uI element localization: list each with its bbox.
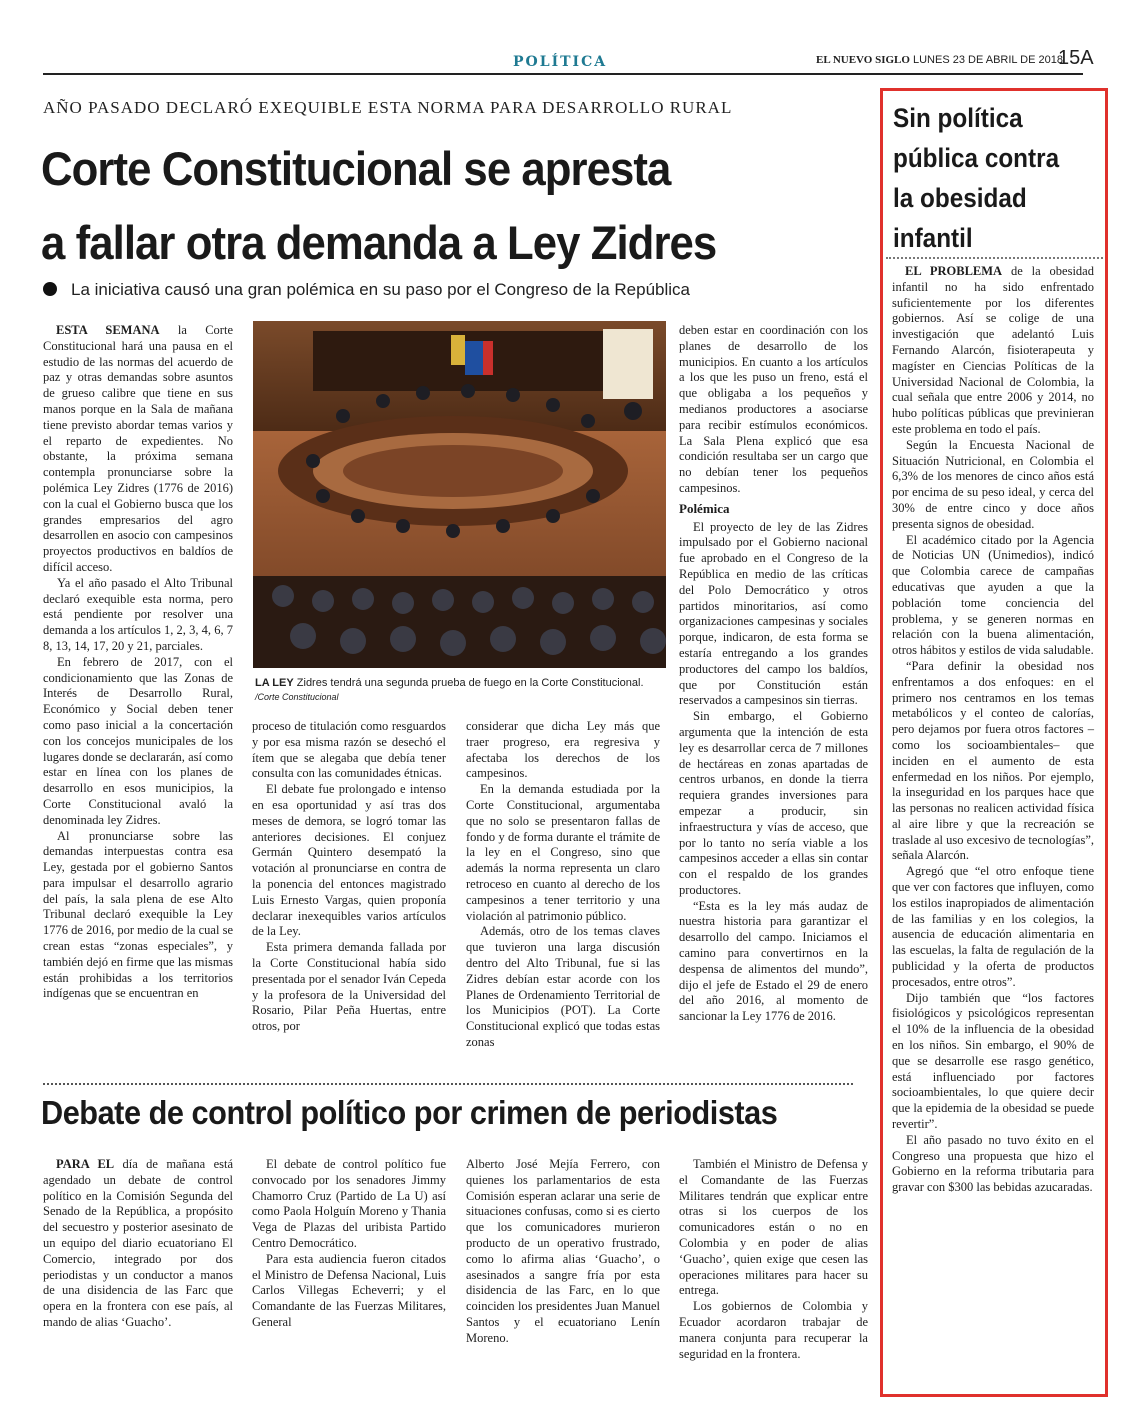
section-subhead: Polémica [679, 500, 730, 516]
newspaper-name: EL NUEVO SIGLO [816, 54, 910, 66]
paragraph: Además, otro de los temas claves que tuvieron una larga discusión dentro del Alto Tribunal, fue si las Zidres debían estar acorde con los Planes de Ordenamiento Territorial de los Municipios (POT). La Corte Constitucional explicó que todas estas zonas [466, 924, 660, 1049]
sidebar-body [892, 264, 1094, 1196]
page-number: 15A [1058, 47, 1094, 69]
sidebar-headline-line: Sin política [893, 103, 1023, 133]
paragraph: deben estar en coordinación con los planes de desarrollo de los municipios. En cuanto a los artículos a los que les puso un freno, está el que obligaba a los pequeños y medianos productores a asociarse para recibir estímulos económicos. La Sala Plena explicó que esa condición resultaba ser un cargo que no debían tener los pequeños campesinos. [679, 323, 868, 495]
article-column-4 [679, 323, 868, 1025]
paragraph: Al pronunciarse sobre las demandas interpuestas contra esa Ley, gestada por el gobierno Santos para impulsar el desarrollo agrario del país, la sala plena de ese Alto Tribunal declaró exequible la Ley 1776 de 2016, por medio de la cual se crean estas “zonas especiales”, y también dejó en firme que las mismas están prohibidas a los territorios indígenas que se encuentran en [43, 828, 233, 1001]
paragraph: “Esta es la ley más audaz de nuestra historia para garantizar el desarrollo del campo. Iniciamos el camino para convertirnos en la despensa de alimentos del mundo”, dijo el jefe de Estado el 29 de enero del año 2016, al momento de sancionar la Ley 1776 de 2016. [679, 898, 868, 1024]
paragraph: Alberto José Mejía Ferrero, con quienes los parlamentarios de esta Comisión esperan aclarar una serie de situaciones confusas, como si es cierto que los comunicadores murieron producto de un operativo frustrado, como lo afirma alias ‘Guacho’, o asesinados a sangre fría por esta disidencia de las Farc, en lo que coinciden los presidentes Juan Manuel Santos y el ecuatoriano Lenín Moreno. [466, 1157, 660, 1345]
article-subheadline [43, 280, 843, 300]
article2-column-4 [679, 1157, 868, 1362]
section-label: POLÍTICA [513, 54, 608, 70]
paragraph-text: la Corte Constitucional hará una pausa en el estudio de las normas del acuerdo de paz y otras demandas sobre asuntos de grueso calibre que tiene en sus manos porque en la Sala de mañana tiene previsto abordar temas varios y el reparto de expedientes. No obstante, la próxima semana contempla pronunciarse sobre la polémica Ley Zidres (1776 de 2016) con la cual el Gobierno busca que los grandes empresarios del agro desarrollen en asocio con campesinos proyectos productivos en baldíos de difícil acceso. [43, 323, 233, 574]
paragraph: El debate fue prolongado e intenso en esa oportunidad y así tras dos meses de demora, se logró tomar las anteriores decisiones. El conjuez Germán Quintero desempató la votación al pronunciarse en contra de la ponencia del entonces magistrado Luis Ernesto Vargas, quien proponía declarar inexequibles varios artículos de la Ley. [252, 782, 446, 939]
photo-credit: /Corte Constitucional [255, 692, 339, 702]
article-kicker: AÑO PASADO DECLARÓ EXEQUIBLE ESTA NORMA PARA DESARROLLO RURAL [43, 98, 733, 117]
paragraph: El académico citado por la Agencia de Noticias UN (Unimedios), indicó que Colombia carece de campañas educativas que ayuden a que la población tome conciencia del problema, y se generen normas en relación con la buena alimentación, otros hábitos y estilos de vida saludable. [892, 532, 1094, 658]
article2-column-2 [252, 1157, 446, 1331]
photo-caption [255, 676, 667, 704]
paragraph: Sin embargo, el Gobierno argumenta que la intención de esta ley es desarrollar cerca de 7 millones de hectáreas en zonas apartadas de centros urbanos, en donde la tierra requiera grandes inversiones para empezar a producir, sin infraestructura y vías de acceso, que por lo tanto no sería viable a los campesinos acceder a ellas sin contar con el respaldo de los grandes productores. [679, 709, 868, 897]
paragraph: Esta primera demanda fallada por la Corte Constitucional había sido presentada por el senador Iván Cepeda y la profesora de la Universidad del Rosario, Pilar Peña Huertas, entre otros, por [252, 940, 446, 1034]
caption-lead: LA LEY [255, 677, 294, 689]
masthead [816, 54, 1063, 66]
subheadline-text: La iniciativa causó una gran polémica en su paso por el Congreso de la República [71, 280, 690, 299]
paragraph: Según la Encuesta Nacional de Situación Nutricional, en Colombia el 6,3% de los menores de cinco años está por encima de su peso ideal, y cerca del 30% de entre cinco y doce años presenta signos de obesidad. [892, 437, 1094, 531]
headline-line-2: a fallar otra demanda a Ley Zidres [41, 216, 717, 269]
sidebar-headline [893, 98, 1073, 258]
sidebar-headline-line: la obesidad [893, 183, 1027, 213]
issue-date: LUNES 23 DE ABRIL DE 2018 [912, 54, 1063, 66]
article2-column-1 [43, 1157, 233, 1331]
headline-line-1: Corte Constitucional se apresta [41, 142, 671, 195]
paragraph: Agregó que “el otro enfoque tiene que ver con factores que influyen, como los estilos inapropiados de alimentación de las familias y en los colegios, la ausencia de educación alimentaria en las escuelas, la falta de regulación de la publicidad y la oferta de productos procesados, entre otros”. [892, 864, 1094, 989]
paragraph: Ya el año pasado el Alto Tribunal declaró exequible esta norma, pero está pendiente por resolver una demanda a los artículos 1, 2, 3, 4, 6, 7 8, 13, 14, 17, 20 y 21, parciales. [43, 575, 233, 653]
paragraph: proceso de titulación como resguardos y por esa misma razón se desechó el ítem que se alegaba que debía tener consulta con las comunidades étnicas. [252, 719, 446, 781]
sidebar-headline-line: pública contra [893, 143, 1060, 173]
paragraph: El debate de control político fue convocado por los senadores Jimmy Chamorro Cruz (Partido de La U) así como Paola Holguín Moreno y Thania Vega de Plazas del uribista Partido Centro Democrático. [252, 1157, 446, 1250]
court-chamber-image [253, 321, 666, 668]
article2-column-3 [466, 1157, 660, 1347]
paragraph: Dijo también que “los factores fisiológicos y psicológicos representan el 10% de la influencia de la obesidad en los niños. Sin embargo, el 90% de que se desarrolle ese rasgo genético, está influenciado por factores socioambientales, lo que quiere decir que la epidemia de la obesidad se puede revertir”. [892, 990, 1094, 1132]
article-column-3 [466, 719, 660, 1051]
paragraph: En la demanda estudiada por la Corte Constitucional, argumentaba que no solo se presentaron fallas de fondo y de forma durante el trámite de la ley en el Congreso, sino que además la norma representa un claro retroceso en cuanto al derecho de los campesinos a tener territorio y una violación al patrimonio público. [466, 782, 660, 923]
sidebar-separator [886, 257, 1103, 259]
paragraph-text: de la obesidad infantil no ha sido enfrentado suficientemente por los diferentes gobiernos. Así se colige de una investigación que adelantó Luis Fernando Alarcón, fisioterapeuta y magíster en Ciencias Políticas de la Universidad Nacional de Colombia, la cual señala que entre 2006 y 2014, no hubo políticas públicas que previnieran este problema en todo el país. [892, 264, 1094, 436]
article-column-1 [43, 323, 233, 1002]
lead-in: EL PROBLEMA [905, 264, 1003, 278]
paragraph: Los gobiernos de Colombia y Ecuador acordaron trabajar de manera conjunta para recuperar la seguridad en la frontera. [679, 1299, 868, 1361]
paragraph: El proyecto de ley de las Zidres impulsado por el Gobierno nacional fue aprobado en el Congreso de la República en medio de las críticas del Polo Democrático y otros partidos minoritarios, así como organizaciones campesinas y sociales porque, indicaron, de esta forma se estaría entregando a los grandes productores del campo los baldíos, que por Constitución están reservados a campesinos sin tierras. [679, 519, 868, 708]
paragraph: En febrero de 2017, con el condicionamiento que las Zonas de Interés de Desarrollo Rural, Económico y Social deben tener como paso inicial a la concertación con los concejos municipales de los lugares donde se declararán, así como estar en línea con los planes de desarrollo en esos municipios, la Corte Constitucional avaló la denominada ley Zidres. [43, 654, 233, 827]
paragraph: También el Ministro de Defensa y el Comandante de las Fuerzas Militares tendrán que explicar entre otras si los cuerpos de los comunicadores están o no en Colombia y en poder de alias ‘Guacho’, quien exige que cesen las operaciones militares para hacer su entrega. [679, 1157, 868, 1298]
bullet-icon [43, 282, 57, 296]
paragraph: “Para definir la obesidad nos enfrentamos a dos enfoques: en el primero nos centramos en los temas metabólicos y el conteo de calorías, pero dejamos por fuera otros factores –como los socioambientales– que inciden en el aumento de esta enfermedad en los niños. Por ejemplo, la inseguridad en los parques hace que las personas no realicen actividad física al aire libre y que la recreación se traslade al uso excesivo de tecnologías”, señala Alarcón. [892, 658, 1095, 863]
article-column-2 [252, 719, 446, 1035]
paragraph [43, 1157, 233, 1331]
paragraph [43, 323, 233, 576]
paragraph: Para esta audiencia fueron citados el Ministro de Defensa Nacional, Luis Carlos Villegas Echeverri; y el Comandante de las Fuerzas Militares, General [252, 1251, 446, 1329]
header-rule [43, 73, 1083, 75]
paragraph: considerar que dicha Ley más que traer progreso, era regresiva y afectaba los derechos de los campesinos. [466, 719, 660, 781]
caption-text: Zidres tendrá una segunda prueba de fuego en la Corte Constitucional. [293, 677, 644, 689]
paragraph: El año pasado no tuvo éxito en el Congreso una propuesta que hizo el Gobierno en la reforma tributaria para gravar con $300 las bebidas azucaradas. [892, 1132, 1094, 1195]
paragraph-text: día de mañana está agendado un debate de control político en la Comisión Segunda del Senado de la República, a propósito del secuestro y posterior asesinato de un equipo del diario ecuatoriano El Comercio, integrado por dos periodistas y un conductor a manos de una disidencia de las Farc que opera en la frontera con ese país, al mando de alias ‘Guacho’. [43, 1157, 234, 1329]
article2-headline: Debate de control político por crimen de periodistas [41, 1094, 778, 1131]
article-headline [41, 132, 813, 280]
lead-in: ESTA SEMANA [56, 323, 160, 337]
sidebar-headline-line: infantil [893, 223, 973, 253]
paragraph [892, 264, 1094, 438]
court-photo [253, 321, 666, 668]
article-separator [43, 1083, 853, 1085]
lead-in: PARA EL [56, 1157, 115, 1171]
